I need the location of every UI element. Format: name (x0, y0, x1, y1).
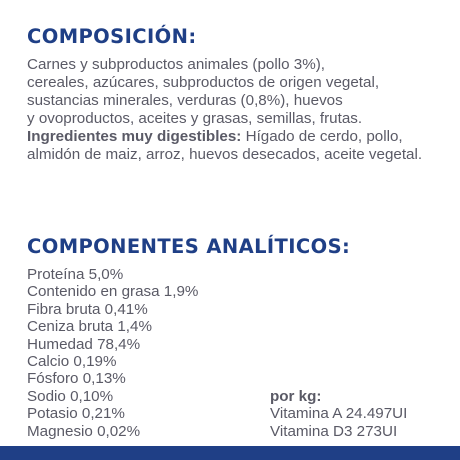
composition-text (27, 56, 452, 164)
composition-line: y ovoproductos, aceites y grasas, semillas, frutas. (27, 110, 363, 127)
analysis-item: Proteína 5,0% (27, 266, 124, 283)
composition-line: sustancias minerales, verduras (0,8%), huevos (27, 92, 343, 109)
analysis-item: Contenido en grasa 1,9% (27, 283, 199, 301)
bottom-brand-bar (0, 446, 460, 460)
analysis-item: Fósforo 0,13% (27, 370, 126, 388)
per-kg-block (270, 388, 407, 440)
digestible-text: Hígado de cerdo, pollo, almidón de maiz, arroz, huevos desecados, aceite vegetal. (27, 128, 423, 163)
composition-heading: COMPOSICIÓN: (27, 25, 197, 48)
vitamin-item: Vitamina D3 273UI (270, 422, 398, 440)
vitamin-item: Vitamina A 24.497UI (270, 405, 408, 423)
analysis-item: Sodio 0,10% (27, 387, 114, 405)
composition-line: Carnes y subproductos animales (pollo 3%), (27, 56, 325, 73)
analysis-item: Humedad 78,4% (27, 335, 141, 353)
analysis-item: Ceniza bruta 1,4% (27, 318, 152, 336)
analysis-item: Calcio 0,19% (27, 353, 117, 371)
analysis-heading: COMPONENTES ANALÍTICOS: (27, 235, 351, 258)
analysis-item: Potasio 0,21% (27, 405, 125, 423)
analysis-list (27, 266, 198, 440)
analysis-item: Fibra bruta 0,41% (27, 300, 148, 318)
per-kg-label: por kg: (270, 388, 322, 405)
analysis-item: Magnesio 0,02% (27, 422, 141, 440)
composition-line: cereales, azúcares, subproductos de origen vegetal, (27, 74, 380, 91)
digestible-label: Ingredientes muy digestibles: (27, 128, 242, 145)
